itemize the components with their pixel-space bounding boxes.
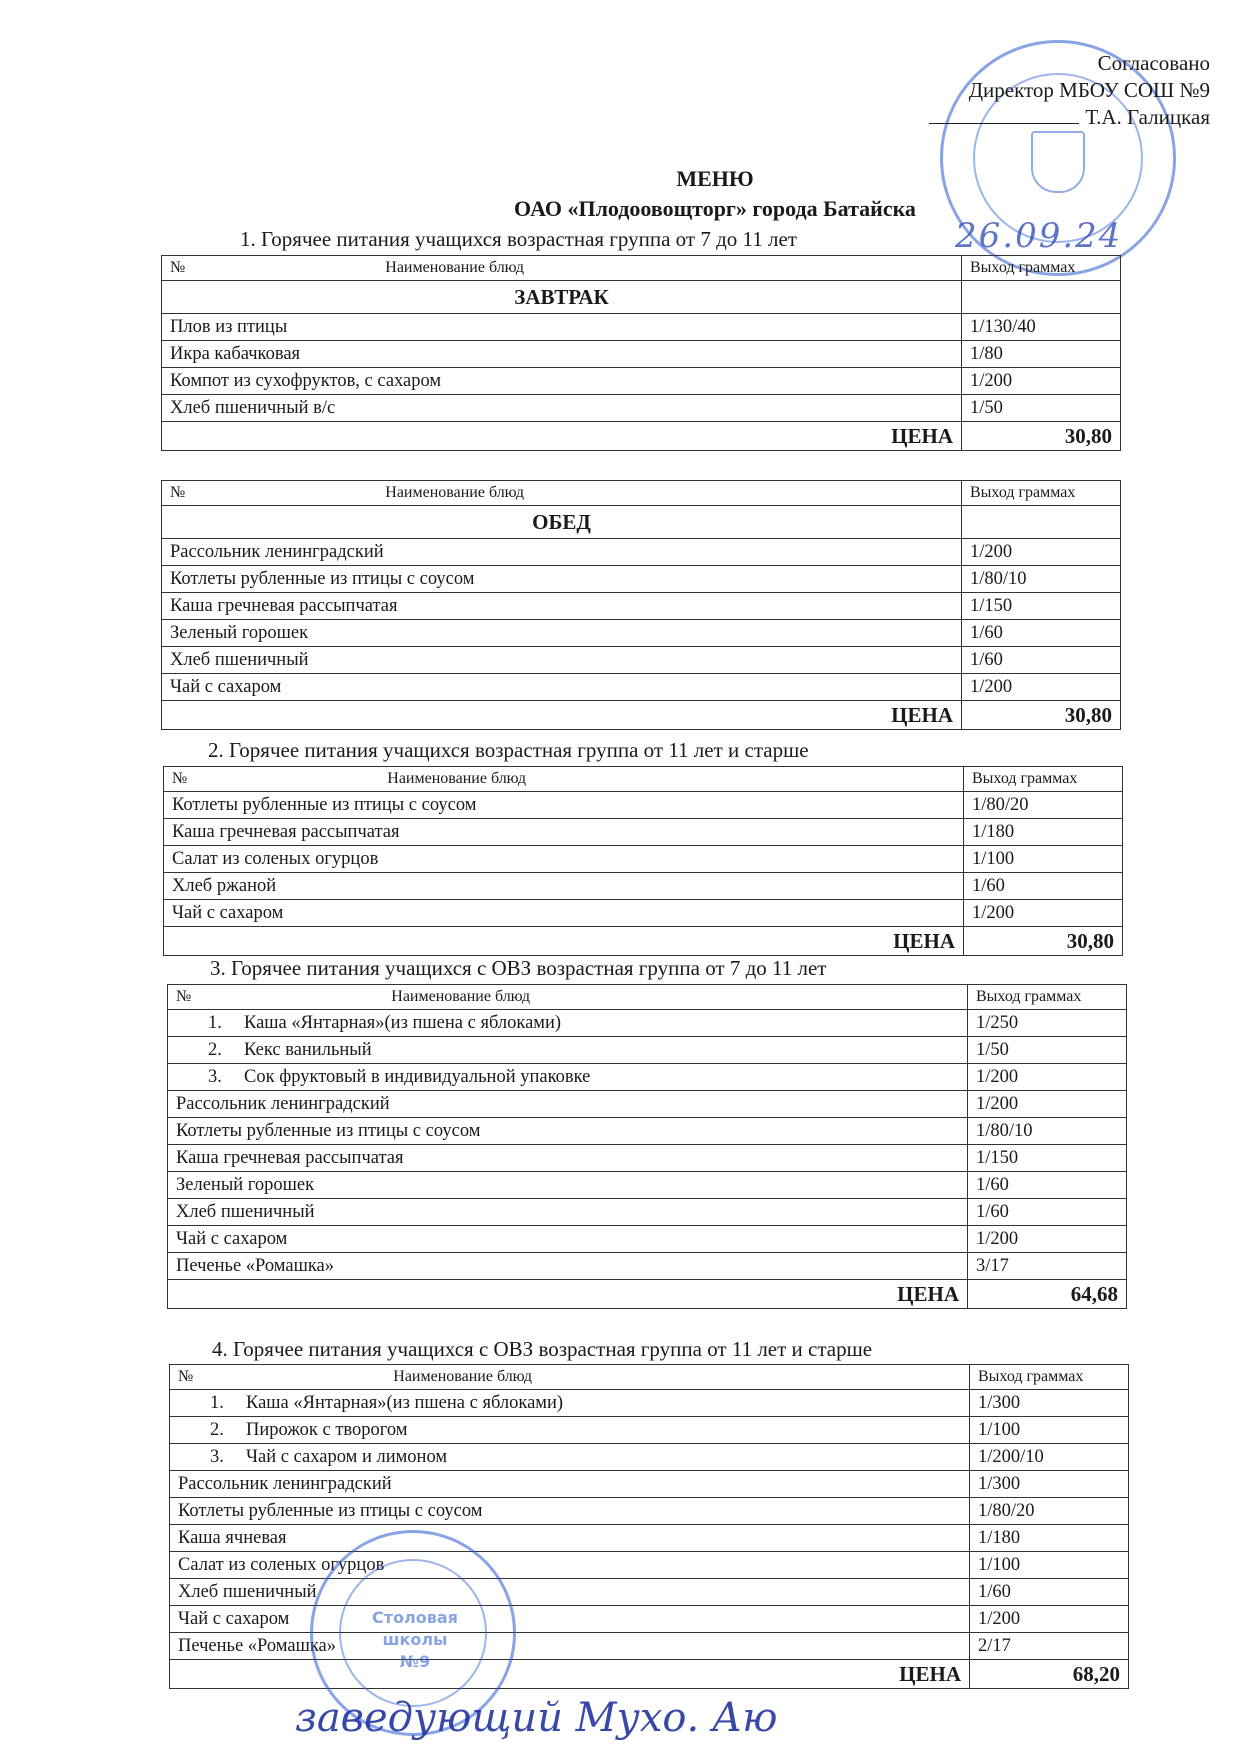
- item-number: 3.: [210, 1447, 224, 1467]
- dish-name: Хлеб ржаной: [164, 873, 964, 900]
- price-row: [168, 1280, 1127, 1309]
- dish-name: Котлеты рубленные из птицы с соусом: [168, 1118, 968, 1145]
- table-row: [168, 1091, 1127, 1118]
- table-row: [168, 1064, 1127, 1091]
- header-name-cell: [162, 256, 962, 281]
- dish-name: Котлеты рубленные из птицы с соусом: [162, 566, 962, 593]
- header-num: №: [170, 484, 186, 501]
- price-row: [164, 927, 1123, 956]
- table-row: [170, 1444, 1129, 1471]
- dish-name: Зеленый горошек: [162, 620, 962, 647]
- dish-name: Каша гречневая рассыпчатая: [162, 593, 962, 620]
- table-row: [162, 539, 1121, 566]
- handwritten-signature: заведующий Мухо. Аю: [295, 1695, 778, 1741]
- dish-weight: 1/200: [968, 1064, 1127, 1091]
- table-row: [170, 1417, 1129, 1444]
- price-value: 30,80: [964, 927, 1123, 956]
- price-label: ЦЕНА: [168, 1280, 968, 1309]
- dish-name: Икра кабачковая: [162, 341, 962, 368]
- dish-name-cell: [168, 1064, 968, 1091]
- dish-name: Пирожок с творогом: [246, 1420, 408, 1440]
- dish-weight: 2/17: [970, 1633, 1129, 1660]
- table-header: [168, 985, 1127, 1010]
- dish-name-cell: [170, 1390, 970, 1417]
- item-number: 2.: [210, 1420, 224, 1440]
- section-2-table: [163, 766, 1123, 956]
- header-name-cell: [168, 985, 968, 1010]
- dish-name-cell: [168, 1010, 968, 1037]
- table-row: [170, 1525, 1129, 1552]
- dish-name: Рассольник ленинградский: [170, 1471, 970, 1498]
- meal-empty: [962, 506, 1121, 539]
- table-header: [162, 481, 1121, 506]
- table-row: [170, 1498, 1129, 1525]
- dish-weight: 1/150: [968, 1145, 1127, 1172]
- dish-weight: 1/50: [968, 1037, 1127, 1064]
- dish-name: Каша «Янтарная»(из пшена с яблоками): [246, 1393, 564, 1413]
- table-header: [170, 1365, 1129, 1390]
- dish-name: Салат из соленых огурцов: [164, 846, 964, 873]
- table-row: [168, 1037, 1127, 1064]
- dish-weight: 1/80/10: [968, 1118, 1127, 1145]
- dish-weight: 3/17: [968, 1253, 1127, 1280]
- dish-weight: 1/180: [970, 1525, 1129, 1552]
- dish-name: Рассольник ленинградский: [162, 539, 962, 566]
- meal-row-breakfast: [162, 281, 1121, 314]
- dish-weight: 1/300: [970, 1390, 1129, 1417]
- dish-weight: 1/60: [968, 1172, 1127, 1199]
- table-row: [162, 647, 1121, 674]
- dish-weight: 1/200: [970, 1606, 1129, 1633]
- item-number: 2.: [208, 1040, 222, 1060]
- dish-weight: 1/80/20: [964, 792, 1123, 819]
- table-row: [164, 900, 1123, 927]
- dish-name: Чай с сахаром: [170, 1606, 970, 1633]
- table-row: [164, 819, 1123, 846]
- dish-weight: 1/200: [962, 674, 1121, 701]
- item-number: 1.: [210, 1393, 224, 1413]
- table-row: [168, 1199, 1127, 1226]
- dish-weight: 1/100: [964, 846, 1123, 873]
- table-row: [170, 1579, 1129, 1606]
- item-number: 1.: [208, 1013, 222, 1033]
- header-name: Наименование блюд: [391, 988, 530, 1005]
- header-weight: Выход граммах: [962, 256, 1121, 281]
- meal-label: ЗАВТРАК: [162, 281, 962, 314]
- table-row: [168, 1145, 1127, 1172]
- header-weight: Выход граммах: [968, 985, 1127, 1010]
- table-row: [162, 314, 1121, 341]
- dish-name: Каша ячневая: [170, 1525, 970, 1552]
- price-label: ЦЕНА: [162, 422, 962, 451]
- dish-weight: 1/80: [962, 341, 1121, 368]
- dish-name: Чай с сахаром: [164, 900, 964, 927]
- table-row: [162, 674, 1121, 701]
- table-row: [164, 792, 1123, 819]
- dish-weight: 1/130/40: [962, 314, 1121, 341]
- section-4-title: 4. Горячее питания учащихся с ОВЗ возрастная группа от 11 лет и старше: [212, 1337, 873, 1361]
- dish-weight: 1/60: [962, 647, 1121, 674]
- header-num: №: [170, 259, 186, 276]
- table-header: [162, 256, 1121, 281]
- table-row: [164, 873, 1123, 900]
- price-label: ЦЕНА: [162, 701, 962, 730]
- dish-name: Чай с сахаром: [162, 674, 962, 701]
- table-row: [168, 1010, 1127, 1037]
- header-num: №: [176, 988, 192, 1005]
- dish-name: Компот из сухофруктов, с сахаром: [162, 368, 962, 395]
- approval-line-2: Директор МБОУ СОШ №9: [968, 78, 1210, 102]
- price-value: 68,20: [970, 1660, 1129, 1689]
- header-name: Наименование блюд: [385, 259, 524, 276]
- section-1-title: 1. Горячее питания учащихся возрастная группа от 7 до 11 лет: [240, 227, 797, 251]
- price-row: [162, 701, 1121, 730]
- header-name: Наименование блюд: [385, 484, 524, 501]
- dish-name: Салат из соленых огурцов: [170, 1552, 970, 1579]
- table-row: [162, 566, 1121, 593]
- dish-weight: 1/100: [970, 1417, 1129, 1444]
- dish-weight: 1/200: [968, 1091, 1127, 1118]
- dish-weight: 1/60: [962, 620, 1121, 647]
- table-row: [168, 1118, 1127, 1145]
- table-row: [162, 593, 1121, 620]
- dish-weight: 1/200/10: [970, 1444, 1129, 1471]
- price-row: [170, 1660, 1129, 1689]
- dish-weight: 1/100: [970, 1552, 1129, 1579]
- canteen-stamp-text: Столовая школы №9: [372, 1608, 458, 1671]
- page-title: МЕНЮ: [676, 166, 754, 191]
- dish-name: Чай с сахаром: [168, 1226, 968, 1253]
- dish-name: Печенье «Ромашка»: [170, 1633, 970, 1660]
- dish-name: Каша «Янтарная»(из пшена с яблоками): [244, 1013, 562, 1033]
- approval-line-3-wrap: [929, 104, 1210, 131]
- dish-name: Хлеб пшеничный в/с: [162, 395, 962, 422]
- approval-line-3: Т.А. Галицкая: [1085, 105, 1210, 129]
- dish-weight: 1/80/10: [962, 566, 1121, 593]
- dish-name: Зеленый горошек: [168, 1172, 968, 1199]
- dish-weight: 1/200: [964, 900, 1123, 927]
- table-row: [170, 1552, 1129, 1579]
- dish-name: Хлеб пшеничный: [170, 1579, 970, 1606]
- table-row: [170, 1390, 1129, 1417]
- dish-name: Хлеб пшеничный: [168, 1199, 968, 1226]
- dish-weight: 1/300: [970, 1471, 1129, 1498]
- dish-weight: 1/60: [970, 1579, 1129, 1606]
- dish-name: Рассольник ленинградский: [168, 1091, 968, 1118]
- dish-name-cell: [170, 1417, 970, 1444]
- approval-line-1: Согласовано: [1097, 51, 1210, 75]
- header-weight: Выход граммах: [962, 481, 1121, 506]
- dish-name: Плов из птицы: [162, 314, 962, 341]
- dish-weight: 1/250: [968, 1010, 1127, 1037]
- table-row: [162, 368, 1121, 395]
- dish-name-cell: [168, 1037, 968, 1064]
- meal-row-lunch: [162, 506, 1121, 539]
- price-value: 30,80: [962, 701, 1121, 730]
- dish-weight: 1/200: [962, 368, 1121, 395]
- dish-weight: 1/200: [968, 1226, 1127, 1253]
- dish-weight: 1/60: [968, 1199, 1127, 1226]
- price-row: [162, 422, 1121, 451]
- header-name-cell: [162, 481, 962, 506]
- section-3-table: [167, 984, 1127, 1309]
- dish-weight: 1/200: [962, 539, 1121, 566]
- header-name-cell: [164, 767, 964, 792]
- table-row: [168, 1172, 1127, 1199]
- dish-weight: 1/60: [964, 873, 1123, 900]
- table-row: [162, 341, 1121, 368]
- dish-name: Кекс ванильный: [244, 1040, 372, 1060]
- dish-name: Котлеты рубленные из птицы с соусом: [170, 1498, 970, 1525]
- section-3-title: 3. Горячее питания учащихся с ОВЗ возрастная группа от 7 до 11 лет: [210, 956, 827, 980]
- price-label: ЦЕНА: [170, 1660, 970, 1689]
- dish-weight: 1/80/20: [970, 1498, 1129, 1525]
- dish-name: Каша гречневая рассыпчатая: [168, 1145, 968, 1172]
- dish-weight: 1/150: [962, 593, 1121, 620]
- dish-name: Чай с сахаром и лимоном: [246, 1447, 448, 1467]
- dish-name-cell: [170, 1444, 970, 1471]
- breakfast-table: [161, 255, 1121, 451]
- table-row: [168, 1253, 1127, 1280]
- table-row: [170, 1471, 1129, 1498]
- dish-name: Сок фруктовый в индивидуальной упаковке: [244, 1067, 591, 1087]
- section-2-title: 2. Горячее питания учащихся возрастная группа от 11 лет и старше: [208, 738, 809, 762]
- lunch-table: [161, 480, 1121, 730]
- page-subtitle: ОАО «Плодоовощторг» города Батайска: [514, 196, 916, 221]
- header-name: Наименование блюд: [387, 770, 526, 787]
- table-row: [168, 1226, 1127, 1253]
- approval-block: [929, 50, 1210, 131]
- header-num: №: [178, 1368, 194, 1385]
- dish-weight: 1/180: [964, 819, 1123, 846]
- table-header: [164, 767, 1123, 792]
- table-row: [162, 395, 1121, 422]
- price-value: 30,80: [962, 422, 1121, 451]
- price-value: 64,68: [968, 1280, 1127, 1309]
- dish-name: Каша гречневая рассыпчатая: [164, 819, 964, 846]
- dish-name: Хлеб пшеничный: [162, 647, 962, 674]
- header-name-cell: [170, 1365, 970, 1390]
- table-row: [164, 846, 1123, 873]
- dish-name: Печенье «Ромашка»: [168, 1253, 968, 1280]
- item-number: 3.: [208, 1067, 222, 1087]
- header-name: Наименование блюд: [393, 1368, 532, 1385]
- dish-name: Котлеты рубленные из птицы с соусом: [164, 792, 964, 819]
- header-weight: Выход граммах: [964, 767, 1123, 792]
- signature-line: [929, 105, 1079, 124]
- header-num: №: [172, 770, 188, 787]
- header-weight: Выход граммах: [970, 1365, 1129, 1390]
- price-label: ЦЕНА: [164, 927, 964, 956]
- dish-weight: 1/50: [962, 395, 1121, 422]
- meal-empty: [962, 281, 1121, 314]
- table-row: [162, 620, 1121, 647]
- stamp-date: 26.09.24: [955, 216, 1123, 256]
- meal-label: ОБЕД: [162, 506, 962, 539]
